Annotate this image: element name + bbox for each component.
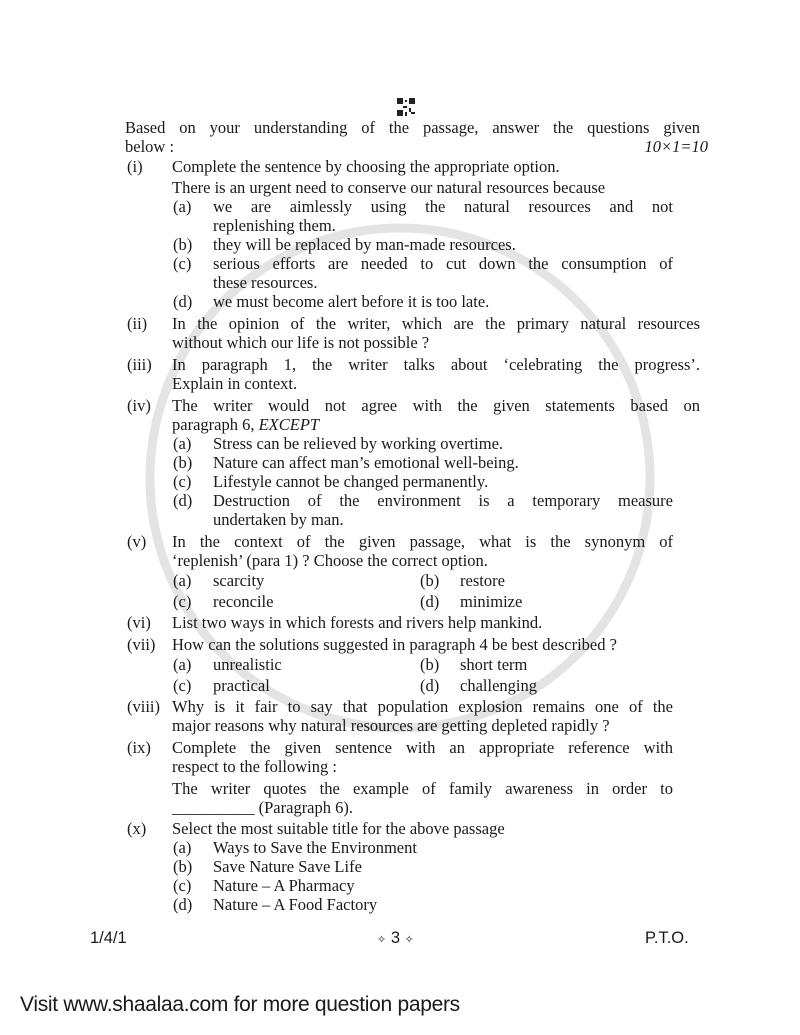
option-text: scarcity <box>213 571 265 590</box>
question-text: without which our life is not possible ? <box>172 333 430 352</box>
instructions-cont: below : <box>125 137 175 156</box>
ornament-icon: ✧ <box>404 934 414 946</box>
ornament-icon: ✧ <box>377 934 387 946</box>
marks: 10×1=10 <box>644 137 708 156</box>
option-label: (c) <box>173 592 192 611</box>
option-text: Save Nature Save Life <box>213 857 362 876</box>
option-text: Destruction of the environment is a temporary measure <box>213 492 673 510</box>
question-text: The writer would not agree with the given statements based on <box>172 397 700 415</box>
question-number: (ix) <box>127 738 151 757</box>
question-number: (x) <box>127 819 147 838</box>
emphasis: EXCEPT <box>258 415 320 434</box>
question-number: (vi) <box>127 613 151 632</box>
question-text: major reasons why natural resources are getting depleted rapidly ? <box>172 716 610 735</box>
visit-banner: Visit www.shaalaa.com for more question papers <box>20 993 460 1016</box>
question-text: The writer quotes the example of family awareness in order to <box>172 780 673 798</box>
question-text: Why is it fair to say that population explosion remains one of the <box>172 698 673 716</box>
question-number: (v) <box>127 532 147 551</box>
option-text: challenging <box>460 676 537 695</box>
option-label: (c) <box>173 472 192 491</box>
question-text: paragraph 6, <box>172 415 255 434</box>
question-text: In the opinion of the writer, which are the primary natural resources <box>172 315 700 333</box>
option-text: Ways to Save the Environment <box>213 838 417 857</box>
option-text: short term <box>460 655 528 674</box>
question-text: List two ways in which forests and rivers help mankind. <box>172 613 543 632</box>
question-text: ‘replenish’ (para 1) ? Choose the correct option. <box>172 551 488 570</box>
option-text: unrealistic <box>213 655 282 674</box>
question-text: There is an urgent need to conserve our natural resources because <box>172 178 606 197</box>
question-text: Complete the sentence by choosing the appropriate option. <box>172 157 560 176</box>
question-number: (i) <box>127 157 143 176</box>
option-text: we must become alert before it is too late. <box>213 292 490 311</box>
question-text: __________ (Paragraph 6). <box>172 798 354 817</box>
option-label: (d) <box>173 491 193 510</box>
question-text: How can the solutions suggested in paragraph 4 be best described ? <box>172 635 617 654</box>
option-text: we are aimlessly using the natural resources and not <box>213 198 673 216</box>
page-number <box>377 929 414 948</box>
question-text: In paragraph 1, the writer talks about ‘celebrating the progress’. <box>172 356 700 374</box>
option-label: (a) <box>173 655 192 674</box>
option-label: (d) <box>420 676 440 695</box>
option-label: (a) <box>173 434 192 453</box>
option-label: (c) <box>173 254 192 273</box>
question-text: Complete the given sentence with an appropriate reference with <box>172 739 673 757</box>
option-label: (c) <box>173 876 192 895</box>
option-text: Stress can be relieved by working overtime. <box>213 434 504 453</box>
option-label: (d) <box>173 895 193 914</box>
question-text: respect to the following : <box>172 757 337 776</box>
option-text: Lifestyle cannot be changed permanently. <box>213 472 489 491</box>
option-label: (b) <box>173 235 193 254</box>
option-text: Nature – A Pharmacy <box>213 876 355 895</box>
option-label: (b) <box>173 857 193 876</box>
option-text: serious efforts are needed to cut down the consumption of <box>213 255 673 273</box>
option-label: (b) <box>420 655 440 674</box>
question-text: In the context of the given passage, what is the synonym of <box>172 533 673 551</box>
question-number: (ii) <box>127 314 148 333</box>
option-label: (a) <box>173 571 192 590</box>
question-text: Explain in context. <box>172 374 298 393</box>
option-label: (d) <box>420 592 440 611</box>
instructions: Based on your understanding of the passage, answer the questions given <box>125 119 700 137</box>
paper-code: 1/4/1 <box>90 929 127 947</box>
page-number-value: 3 <box>390 929 400 947</box>
pto-label: P.T.O. <box>645 929 689 947</box>
option-text: undertaken by man. <box>213 510 344 529</box>
option-text: practical <box>213 676 270 695</box>
option-label: (c) <box>173 676 192 695</box>
option-text: they will be replaced by man-made resources. <box>213 235 516 254</box>
option-text: replenishing them. <box>213 216 336 235</box>
option-label: (b) <box>173 453 193 472</box>
question-number: (iv) <box>127 396 151 415</box>
option-text: these resources. <box>213 273 318 292</box>
option-label: (b) <box>420 571 440 590</box>
question-number: (viii) <box>127 697 160 716</box>
option-text: minimize <box>460 592 523 611</box>
qr-code-icon <box>397 98 415 116</box>
option-text: Nature – A Food Factory <box>213 895 378 914</box>
option-text: Nature can affect man’s emotional well-being. <box>213 453 519 472</box>
option-label: (a) <box>173 838 192 857</box>
option-text: reconcile <box>213 592 274 611</box>
option-text: restore <box>460 571 505 590</box>
question-number: (vii) <box>127 635 156 654</box>
question-text: Select the most suitable title for the above passage <box>172 819 505 838</box>
option-label: (d) <box>173 292 193 311</box>
option-label: (a) <box>173 197 192 216</box>
question-number: (iii) <box>127 355 152 374</box>
